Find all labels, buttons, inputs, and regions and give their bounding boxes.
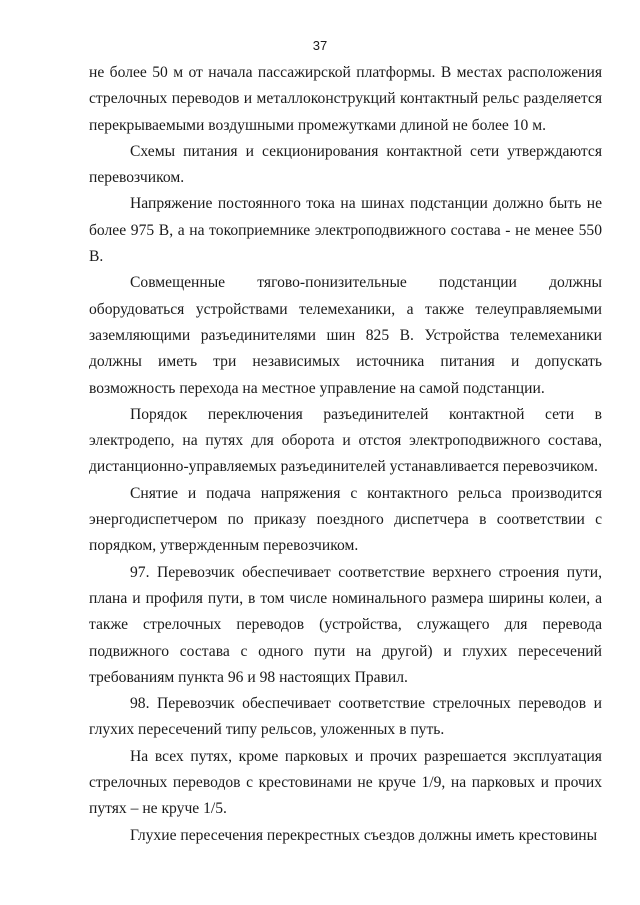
body-text <box>89 60 602 849</box>
paragraph-item-97: 97. Перевозчик обеспечивает соответствие верхнего строения пути, плана и профиля пути, в том числе номинального размера ширины колеи, а также стрелочных переводов (устройства, служащего для перевода подвижного состава с одного пути на другой) и глухих пересечений требованиям пункта 96 и 98 настоящих Правил. <box>89 563 602 686</box>
paragraph-switching-order: Порядок переключения разъединителей контактной сети в электродепо, на путях для оборота и отстоя электроподвижного состава, дистанционно-управляемых разъединителей устанавливается перевозчиком. <box>89 405 602 476</box>
paragraph-power-removal: Снятие и подача напряжения с контактного рельса производится энергодиспетчером по приказу поездного диспетчера в соответствии с порядком, утвержденным перевозчиком. <box>89 484 602 555</box>
page-number: 37 <box>312 38 328 53</box>
paragraph-item-98: 98. Перевозчик обеспечивает соответствие стрелочных переводов и глухих пересечений типу рельсов, уложенных в путь. <box>89 695 602 739</box>
paragraph-continued: не более 50 м от начала пассажирской платформы. В местах расположения стрелочных переводов и металлоконструкций контактный рельс разделяется перекрываемыми воздушными промежутками длиной не более 10 м. <box>89 64 602 134</box>
paragraph-substations: Совмещенные тягово-понизительные подстанции должны оборудоваться устройствами телемеханики, а также телеуправляемыми заземляющими разъединителями шин 825 В. Устройства телемеханики должны иметь три независимых источника питания и допускать возможность перехода на местное управление на самой подстанции. <box>89 274 602 397</box>
paragraph-voltage: Напряжение постоянного тока на шинах подстанции должно быть не более 975 В, а на токоприемнике электроподвижного состава - не менее 550 В. <box>89 195 602 266</box>
paragraph-power-schemes: Схемы питания и секционирования контактной сети утверждаются перевозчиком. <box>89 142 602 187</box>
paragraph-crossings: Глухие пересечения перекрестных съездов должны иметь крестовины <box>130 826 598 844</box>
paragraph-frogs: На всех путях, кроме парковых и прочих разрешается эксплуатация стрелочных переводов с крестовинами не круче 1/9, на парковых и прочих путях – не круче 1/5. <box>89 747 602 818</box>
